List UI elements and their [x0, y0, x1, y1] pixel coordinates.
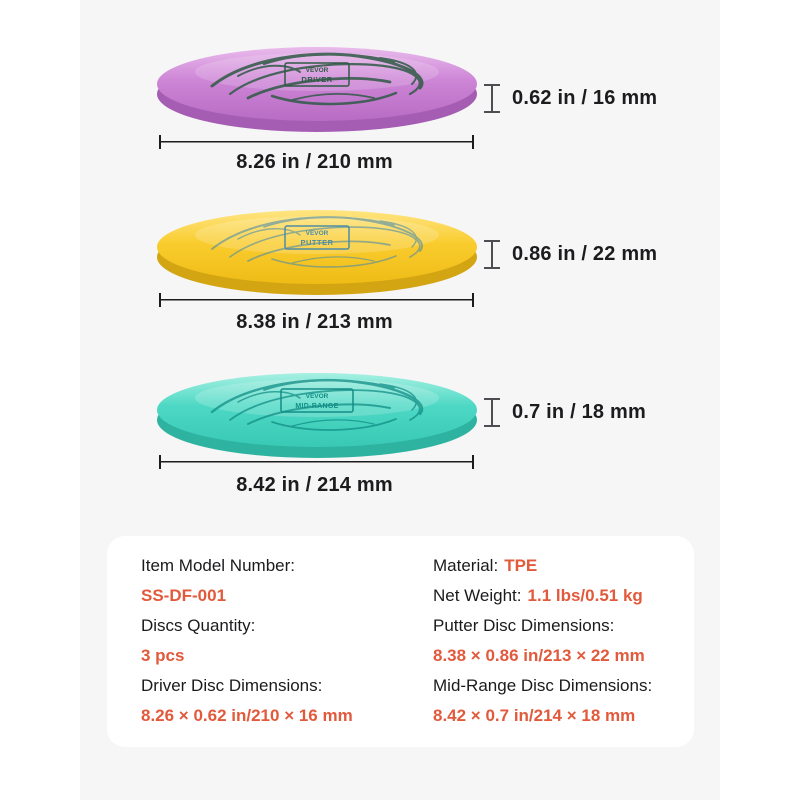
stamp-type-text: PUTTER: [300, 238, 334, 247]
spec-label: Material:: [433, 556, 499, 575]
spec-card: [107, 536, 694, 747]
putter-thickness-annotation: [484, 240, 657, 268]
mid-range-disc-image: [152, 364, 482, 464]
stamp-type-text: DRIVER: [301, 75, 333, 84]
mid-range-diameter-dimension-line: [159, 455, 474, 469]
driver-diameter-label: 8.26 in / 210 mm: [236, 151, 393, 173]
spec-label: Discs Quantity:: [141, 616, 256, 635]
spec-item-driver-dimensions: [141, 671, 433, 731]
thickness-gauge-icon: [484, 84, 500, 113]
spec-item-net-weight: [433, 581, 674, 611]
stamp-brand-text: VEVOR: [305, 230, 329, 237]
spec-column-right: [433, 551, 674, 747]
putter-thickness-label: 0.86 in / 22 mm: [512, 242, 658, 265]
spec-column-left: [141, 551, 433, 747]
driver-diameter-dimension-line: [159, 135, 474, 149]
driver-thickness-label: 0.62 in / 16 mm: [512, 86, 658, 109]
spec-item-mid-range-dimensions: [433, 671, 674, 731]
spec-label: Mid-Range Disc Dimensions:: [433, 676, 653, 695]
spec-label: Putter Disc Dimensions:: [433, 616, 615, 635]
driver-thickness-annotation: [484, 84, 657, 112]
thickness-gauge-icon: [484, 398, 500, 427]
driver-disc-image: [152, 38, 482, 138]
stamp-brand-text: VEVOR: [305, 67, 329, 74]
mid-range-thickness-label: 0.7 in / 18 mm: [512, 400, 646, 423]
mid-range-diameter-label: 8.42 in / 214 mm: [236, 474, 393, 496]
putter-diameter-label: 8.38 in / 213 mm: [236, 311, 393, 333]
spec-value: 8.26 × 0.62 in/210 × 16 mm: [141, 706, 353, 725]
mid-range-thickness-annotation: [484, 398, 646, 426]
spec-item-model-number: [141, 551, 433, 611]
spec-label: Driver Disc Dimensions:: [141, 676, 323, 695]
putter-diameter-dimension-line: [159, 293, 474, 307]
spec-label: Net Weight:: [433, 586, 522, 605]
spec-value: 8.42 × 0.7 in/214 × 18 mm: [433, 706, 636, 725]
spec-item-discs-quantity: [141, 611, 433, 671]
thickness-gauge-icon: [484, 240, 500, 269]
spec-value: SS-DF-001: [141, 586, 227, 605]
spec-label: Item Model Number:: [141, 556, 295, 575]
stamp-brand-text: VEVOR: [305, 393, 329, 400]
spec-item-putter-dimensions: [433, 611, 674, 671]
spec-value: 3 pcs: [141, 646, 185, 665]
spec-item-material: [433, 551, 674, 581]
stamp-type-text: MID-RANGE: [295, 403, 339, 410]
putter-disc-image: [152, 201, 482, 301]
spec-value: 8.38 × 0.86 in/213 × 22 mm: [433, 646, 645, 665]
spec-value: TPE: [504, 556, 538, 575]
spec-value: 1.1 lbs/0.51 kg: [527, 586, 643, 605]
